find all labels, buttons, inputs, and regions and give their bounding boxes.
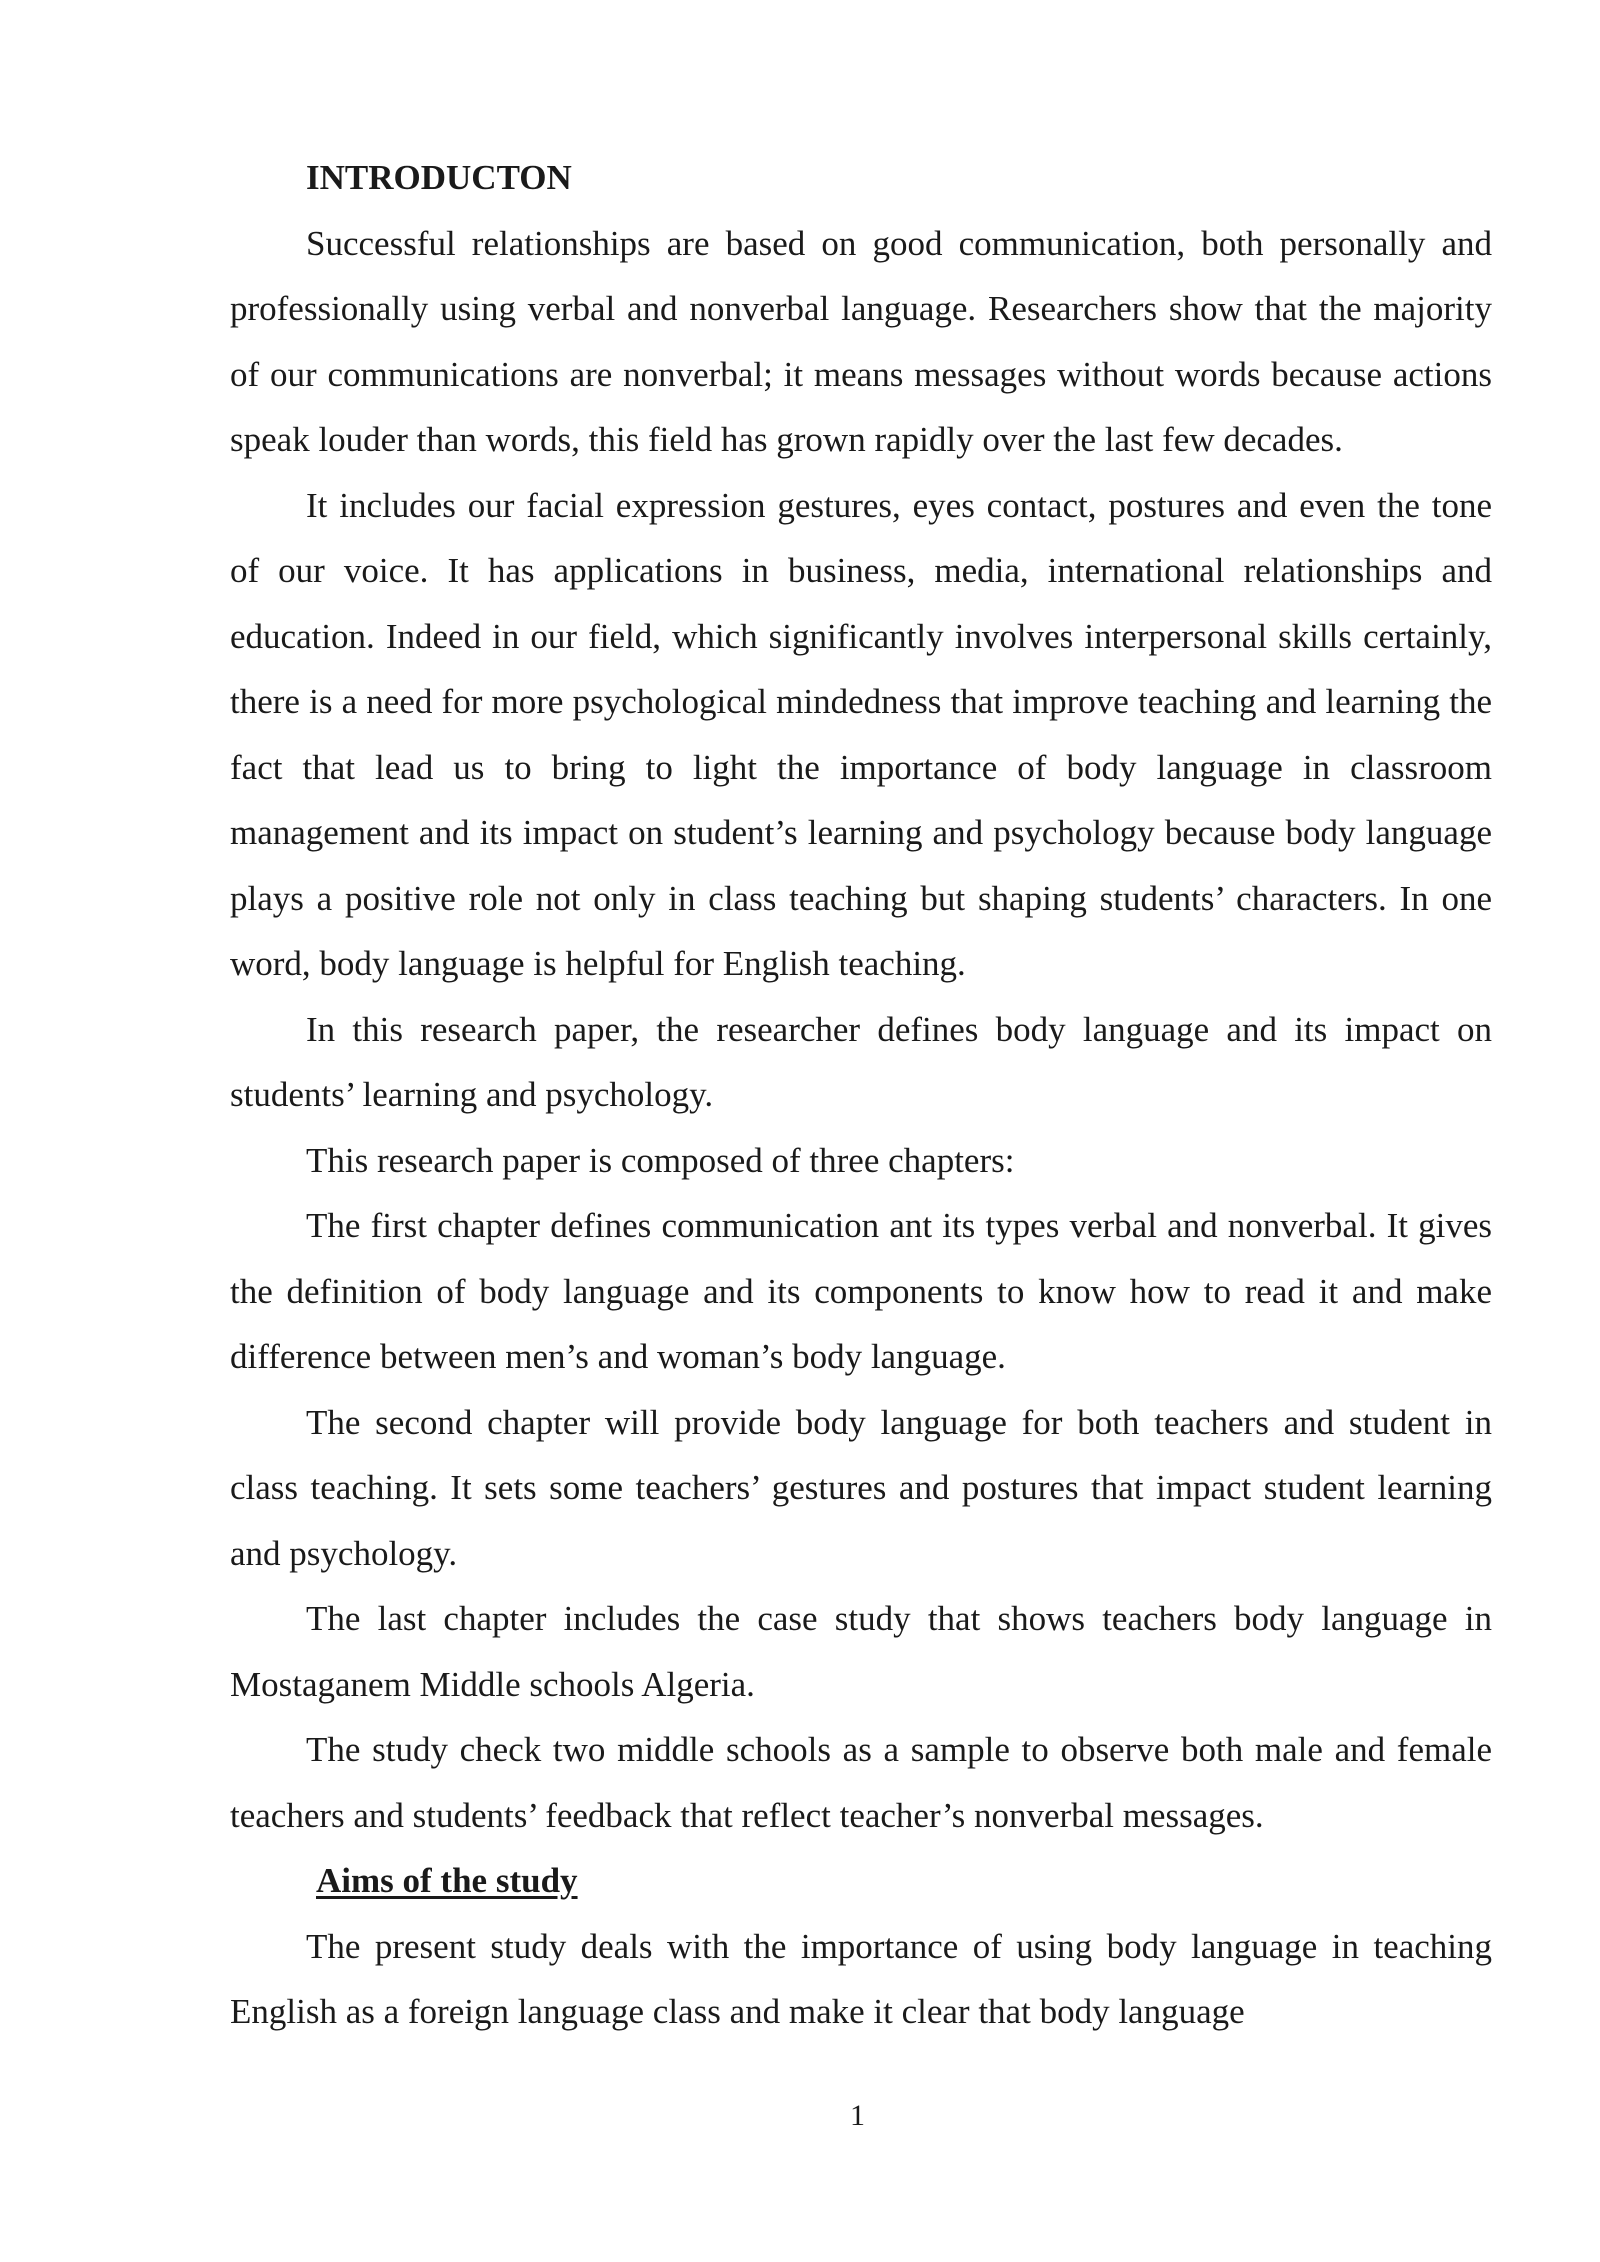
paragraph: The last chapter includes the case study that shows teachers body language in Mostaganem Middle schools Algeria. <box>230 1599 1492 1704</box>
section-heading-aims: Aims of the study <box>316 1861 578 1900</box>
paragraph: It includes our facial expression gestures, eyes contact, postures and even the tone of our voice. It has applications in business, media, international relationships and education. Indeed in our field, which significantly involves interpersonal skills certainly, there is a need for more psychological mindedness that improve teaching and learning the fact that lead us to bring to light the importance of body language in classroom management and its impact on student’s learning and psychology because body language plays a positive role not only in class teaching but shaping students’ characters. In one word, body language is helpful for English teaching. <box>230 485 1492 983</box>
paragraph: In this research paper, the researcher defines body language and its impact on students’ learning and psychology. <box>230 1009 1492 1114</box>
page-number: 1 <box>850 2099 865 2132</box>
document-body <box>230 145 1492 2045</box>
paragraph: The study check two middle schools as a sample to observe both male and female teachers and students’ feedback that reflect teacher’s nonverbal messages. <box>230 1730 1492 1835</box>
paragraph: The second chapter will provide body language for both teachers and student in class teaching. It sets some teachers’ gestures and postures that impact student learning and psychology. <box>230 1402 1492 1573</box>
section-heading-introduction: INTRODUCTON <box>306 158 572 197</box>
paragraph: This research paper is composed of three chapters: <box>306 1140 1015 1180</box>
paragraph: The first chapter defines communication ant its types verbal and nonverbal. It gives the definition of body language and its components to know how to read it and make difference between men’s and woman’s body language. <box>230 1206 1492 1376</box>
paragraph: Successful relationships are based on good communication, both personally and professionally using verbal and nonverbal language. Researchers show that the majority of our communications are nonverbal; it means messages without words because actions speak louder than words, this field has grown rapidly over the last few decades. <box>230 223 1492 459</box>
paragraph: The present study deals with the importance of using body language in teaching English as a foreign language class and make it clear that body language <box>230 1926 1492 2031</box>
